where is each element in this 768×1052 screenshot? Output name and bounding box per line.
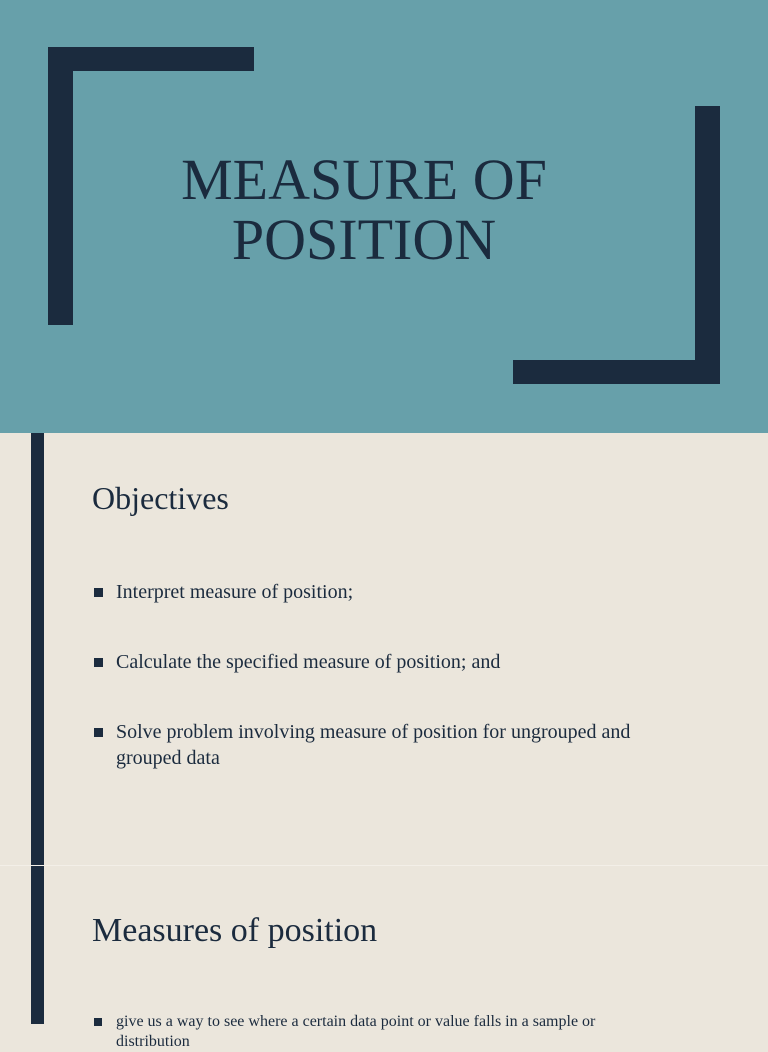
bullet-text: Interpret measure of position; bbox=[116, 581, 354, 603]
slide-accent-bar bbox=[31, 433, 44, 865]
square-bullet-icon bbox=[94, 588, 103, 597]
list-item bbox=[92, 1012, 672, 1052]
list-item bbox=[92, 579, 672, 605]
title-slide bbox=[0, 0, 768, 433]
list-item bbox=[92, 719, 672, 771]
square-bullet-icon bbox=[94, 1018, 102, 1026]
bullet-text: Calculate the specified measure of position; and bbox=[116, 651, 501, 673]
measures-slide bbox=[0, 866, 768, 1050]
objectives-slide bbox=[0, 433, 768, 865]
bullet-text: Solve problem involving measure of position for ungrouped and grouped data bbox=[116, 721, 631, 769]
slide-title bbox=[0, 147, 728, 272]
square-bullet-icon bbox=[94, 658, 103, 667]
objectives-heading: Objectives bbox=[92, 480, 229, 516]
title-line-1: MEASURE OF bbox=[181, 147, 547, 212]
title-line-2: POSITION bbox=[231, 207, 497, 272]
bottom-right-bracket-horizontal bbox=[513, 360, 720, 384]
slide-accent-bar bbox=[31, 866, 44, 1024]
square-bullet-icon bbox=[94, 728, 103, 737]
list-item bbox=[92, 649, 672, 675]
top-left-bracket-horizontal bbox=[48, 47, 254, 71]
bullet-text: give us a way to see where a certain data point or value falls in a sample or distribution bbox=[116, 1013, 596, 1050]
measures-heading: Measures of position bbox=[92, 912, 378, 949]
